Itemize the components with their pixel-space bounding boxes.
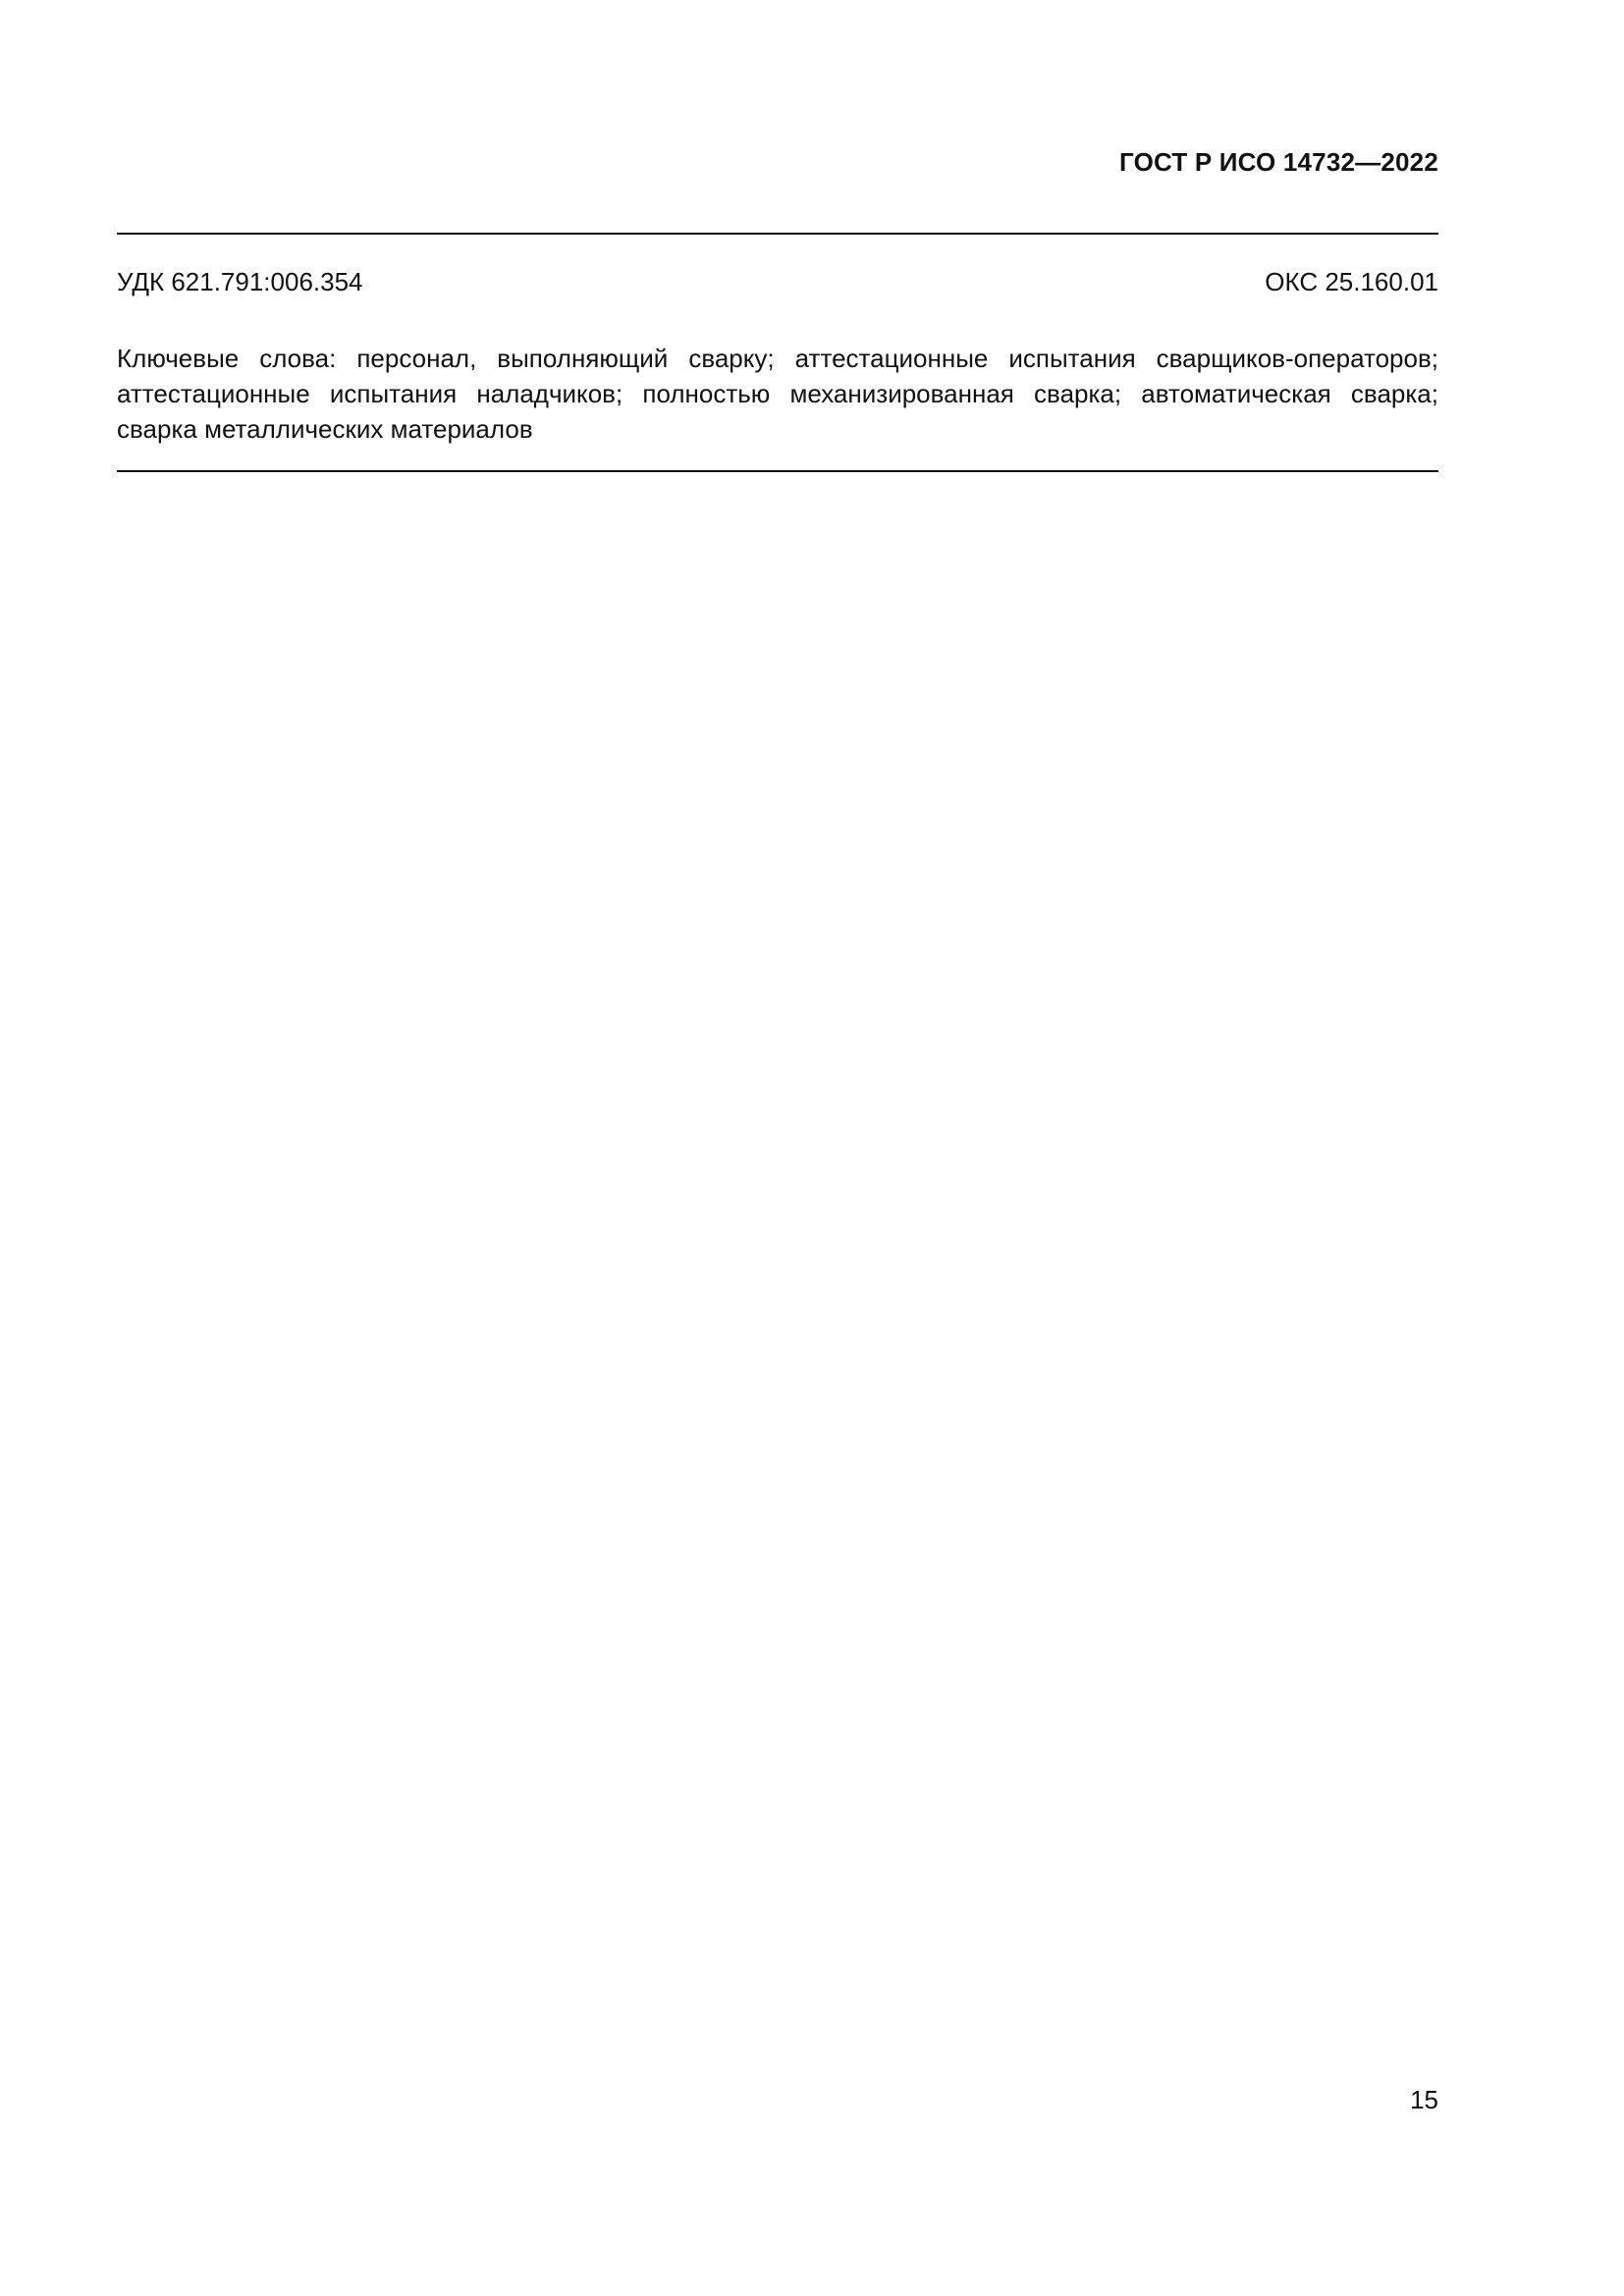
page-number: 15 (1410, 2085, 1438, 2114)
standard-code-header: ГОСТ Р ИСО 14732—2022 (1118, 147, 1438, 177)
keywords-line: аттестационные испытания наладчиков; полностью механизированная сварка; автоматическая сварка; (117, 379, 1438, 408)
keywords-line: сварка металлических материалов (117, 414, 533, 444)
keywords-paragraph (117, 341, 1438, 447)
bottom-divider (117, 470, 1438, 472)
udk-code: УДК 621.791:006.354 (117, 267, 363, 296)
keywords-line: Ключевые слова: персонал, выполняющий сварку; аттестационные испытания сварщиков-операторов; (117, 344, 1438, 373)
oks-code: ОКС 25.160.01 (1265, 267, 1438, 296)
top-divider (117, 233, 1438, 235)
